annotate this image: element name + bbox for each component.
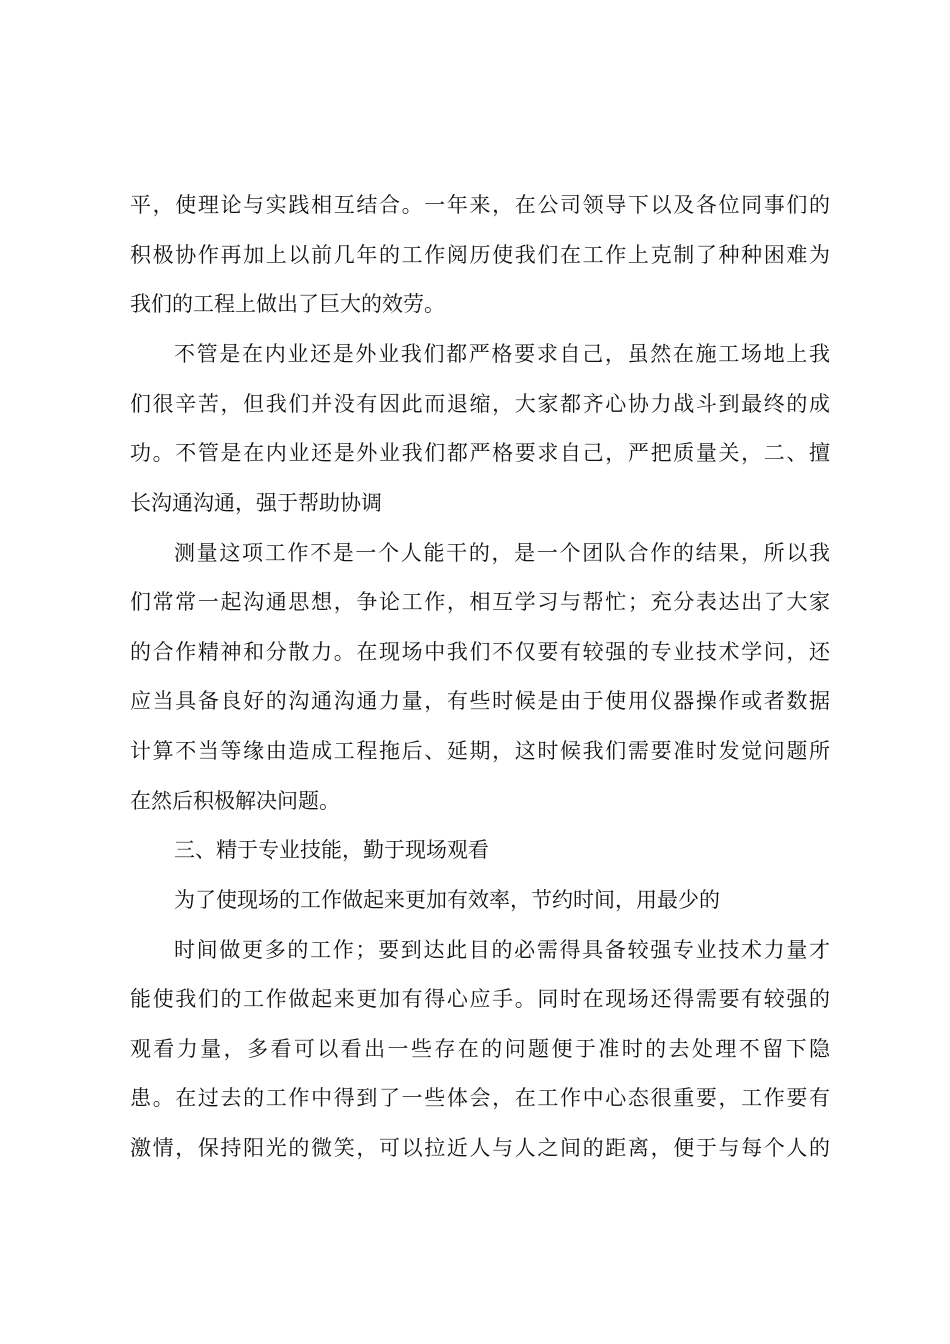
section-heading: 三、精于专业技能，勤于现场观看 [174,838,489,862]
text-line: 功。不管是在内业还是外业我们都严格要求自己，严把质量关，二、擅 [130,441,830,465]
text-line: 患。在过去的工作中得到了一些体会，在工作中心态很重要，工作要有 [130,1086,830,1110]
text-line: 在然后积极解决问题。 [130,789,340,813]
paragraph-start-line: 时间做更多的工作；要到达此目的必需得具备较强专业技术力量才 [174,938,830,962]
text-line: 能使我们的工作做起来更加有得心应手。同时在现场还得需要有较强的 [130,987,830,1011]
paragraph-start-line: 测量这项工作不是一个人能干的，是一个团队合作的结果，所以我 [174,541,830,565]
text-line: 观看力量，多看可以看出一些存在的问题便于准时的去处理不留下隐 [130,1037,830,1061]
text-line: 们常常一起沟通思想，争论工作，相互学习与帮忙；充分表达出了大家 [130,590,830,614]
text-line: 我们的工程上做出了巨大的效劳。 [130,292,445,316]
text-line: 激情，保持阳光的微笑，可以拉近人与人之间的距离，便于与每个人的 [130,1136,830,1160]
text-line: 们很辛苦，但我们并没有因此而退缩，大家都齐心协力战斗到最终的成 [130,392,830,416]
text-line: 的合作精神和分散力。在现场中我们不仅要有较强的专业技术学问，还 [130,640,830,664]
text-line: 计算不当等缘由造成工程拖后、延期，这时候我们需要准时发觉问题所 [130,739,830,763]
text-line: 平，使理论与实践相互结合。一年来，在公司领导下以及各位同事们的 [130,193,830,217]
text-line: 积极协作再加上以前几年的工作阅历使我们在工作上克制了种种困难为 [130,243,830,267]
paragraph-start-line: 不管是在内业还是外业我们都严格要求自己，虽然在施工场地上我 [174,342,830,366]
text-line: 长沟通沟通，强于帮助协调 [130,491,382,515]
text-line: 应当具备良好的沟通沟通力量，有些时候是由于使用仪器操作或者数据 [130,689,830,713]
paragraph-start-line: 为了使现场的工作做起来更加有效率，节约时间，用最少的 [174,888,720,912]
